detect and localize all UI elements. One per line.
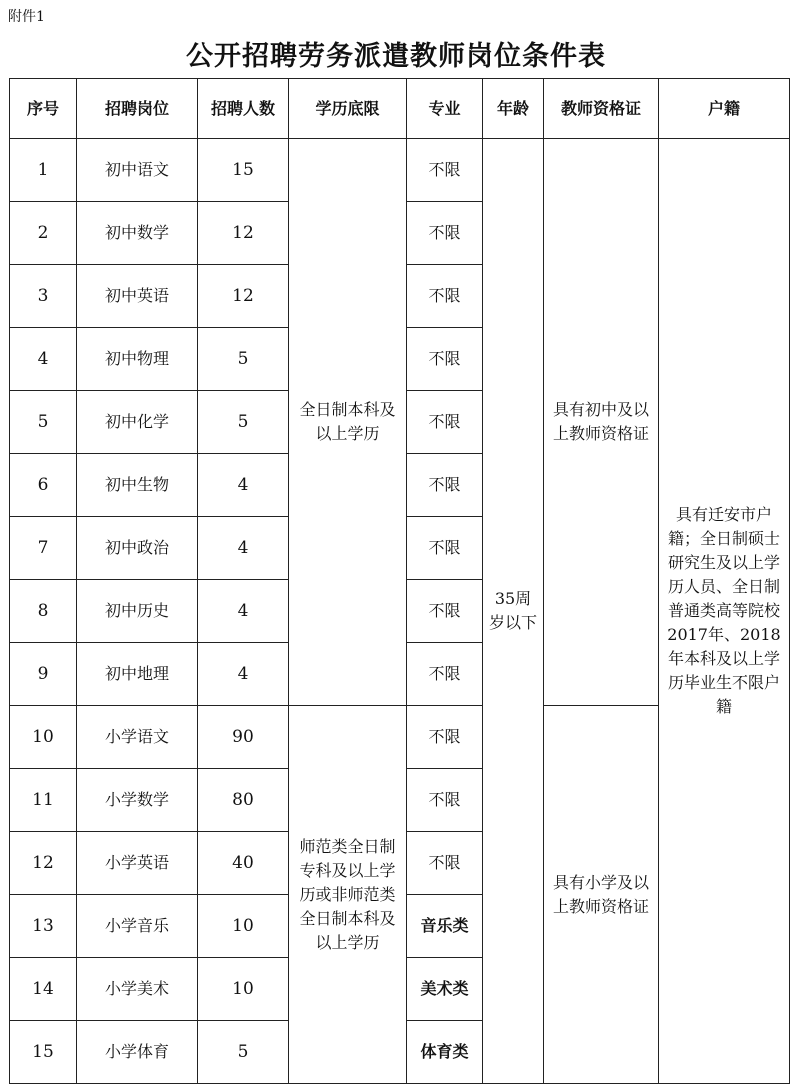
row-number: 11 [10,769,77,832]
post-name: 初中地理 [77,643,198,706]
table-header-row [10,79,790,139]
major: 不限 [407,832,483,895]
major: 不限 [407,265,483,328]
headcount: 12 [198,265,289,328]
header-cell: 年龄 [483,79,544,139]
header-cell: 招聘岗位 [77,79,198,139]
post-name: 初中数学 [77,202,198,265]
header-cell: 招聘人数 [198,79,289,139]
row-number: 12 [10,832,77,895]
headcount: 12 [198,202,289,265]
conditions-table [9,78,790,1084]
major: 体育类 [407,1021,483,1084]
education-middle: 全日制本科及以上学历 [289,139,407,706]
certificate-primary: 具有小学及以上教师资格证 [544,706,659,1084]
major: 不限 [407,769,483,832]
row-number: 5 [10,391,77,454]
post-name: 初中历史 [77,580,198,643]
post-name: 小学英语 [77,832,198,895]
headcount: 5 [198,1021,289,1084]
post-name: 初中英语 [77,265,198,328]
header-cell: 户籍 [659,79,790,139]
headcount: 10 [198,958,289,1021]
major: 不限 [407,139,483,202]
post-name: 初中生物 [77,454,198,517]
headcount: 40 [198,832,289,895]
major: 不限 [407,202,483,265]
row-number: 2 [10,202,77,265]
post-name: 小学语文 [77,706,198,769]
header-cell: 专业 [407,79,483,139]
age-requirement: 35周岁以下 [483,139,544,1084]
row-number: 13 [10,895,77,958]
row-number: 14 [10,958,77,1021]
post-name: 小学体育 [77,1021,198,1084]
row-number: 1 [10,139,77,202]
major: 不限 [407,391,483,454]
header-cell: 教师资格证 [544,79,659,139]
headcount: 80 [198,769,289,832]
headcount: 90 [198,706,289,769]
major: 不限 [407,706,483,769]
headcount: 5 [198,328,289,391]
row-number: 4 [10,328,77,391]
post-name: 初中化学 [77,391,198,454]
page-title: 公开招聘劳务派遣教师岗位条件表 [186,41,606,72]
row-number: 15 [10,1021,77,1084]
post-name: 小学音乐 [77,895,198,958]
major: 不限 [407,454,483,517]
major: 不限 [407,643,483,706]
header-cell: 序号 [10,79,77,139]
major: 不限 [407,580,483,643]
attachment-label: 附件1 [8,9,45,25]
post-name: 初中政治 [77,517,198,580]
post-name: 小学美术 [77,958,198,1021]
row-number: 7 [10,517,77,580]
post-name: 小学数学 [77,769,198,832]
headcount: 4 [198,580,289,643]
row-number: 3 [10,265,77,328]
hukou-requirement: 具有迁安市户籍；全日制硕士研究生及以上学历人员、全日制普通类高等院校2017年、2018年本科及以上学历毕业生不限户籍 [659,139,790,1084]
row-number: 6 [10,454,77,517]
education-primary: 师范类全日制专科及以上学历或非师范类全日制本科及以上学历 [289,706,407,1084]
post-name: 初中语文 [77,139,198,202]
major: 不限 [407,328,483,391]
headcount: 15 [198,139,289,202]
headcount: 10 [198,895,289,958]
headcount: 5 [198,391,289,454]
headcount: 4 [198,643,289,706]
major: 美术类 [407,958,483,1021]
major: 音乐类 [407,895,483,958]
row-number: 10 [10,706,77,769]
headcount: 4 [198,517,289,580]
headcount: 4 [198,454,289,517]
post-name: 初中物理 [77,328,198,391]
row-number: 8 [10,580,77,643]
header-cell: 学历底限 [289,79,407,139]
certificate-middle: 具有初中及以上教师资格证 [544,139,659,706]
row-number: 9 [10,643,77,706]
major: 不限 [407,517,483,580]
table-row [10,139,790,202]
